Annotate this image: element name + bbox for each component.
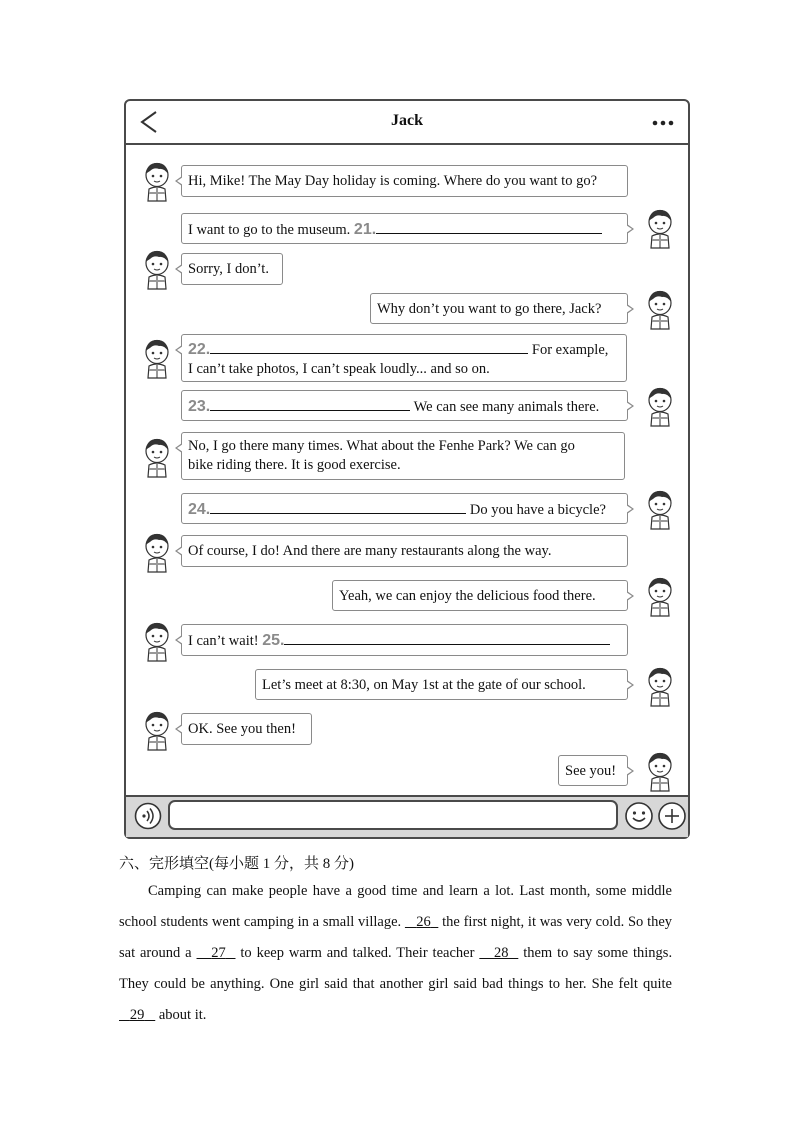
avatar-jack — [140, 436, 174, 478]
blank-number: 26 — [416, 914, 431, 930]
message-text: Do you have a bicycle? — [469, 502, 606, 518]
message-text: I can’t take photos, I can’t speak loudly... and so on. — [188, 361, 490, 377]
cloze-passage — [119, 876, 672, 1031]
passage-text: the first night, it was very cold. So they sat around a — [119, 914, 673, 961]
blank-28[interactable] — [479, 945, 518, 961]
answer-blank[interactable] — [210, 396, 410, 411]
message-text: See you! — [565, 763, 617, 779]
message-text: bike riding there. It is good exercise. — [188, 457, 401, 473]
message-bubble — [255, 669, 628, 700]
message-text: I can’t wait! — [188, 633, 259, 649]
message-text: For example, — [531, 342, 609, 358]
question-number: 21. — [353, 221, 377, 238]
answer-blank[interactable] — [210, 499, 466, 514]
avatar-mike — [643, 665, 677, 707]
question-number: 23. — [188, 398, 211, 415]
passage-text: to keep warm and talked. Their teacher — [240, 945, 475, 961]
message-bubble — [181, 432, 625, 480]
avatar-jack — [140, 709, 174, 751]
message-bubble — [181, 535, 628, 567]
message-text: We can see many animals there. — [413, 399, 600, 415]
question-number: 22. — [188, 341, 211, 358]
avatar-mike — [643, 385, 677, 427]
blank-number: 28 — [494, 945, 509, 961]
blank-26[interactable] — [405, 914, 438, 930]
blank-number: 29 — [129, 1007, 145, 1023]
answer-blank[interactable] — [376, 219, 602, 234]
blank-29[interactable] — [119, 1007, 155, 1023]
question-number: 24. — [188, 501, 211, 518]
message-bubble — [181, 253, 283, 285]
chat-title: Jack — [391, 112, 423, 129]
more-options-icon[interactable] — [652, 120, 674, 126]
section-heading: 六、完形填空(每小题 1 分，共 8 分) — [119, 856, 354, 872]
avatar-jack — [140, 160, 174, 202]
question-number: 25. — [262, 632, 285, 649]
message-bubble — [332, 580, 628, 611]
message-bubble — [181, 493, 628, 524]
message-bubble — [181, 390, 628, 421]
message-text: No, I go there many times. What about the Fenhe Park? We can go — [188, 438, 575, 454]
message-text: Sorry, I don’t. — [188, 261, 269, 277]
message-bubble — [558, 755, 628, 786]
message-bubble — [181, 213, 628, 244]
passage-text: them to say some things. They could be anything. One girl said that another girl said bad things to her. She felt quite — [119, 945, 673, 992]
avatar-jack — [140, 248, 174, 290]
message-bubble — [181, 713, 312, 745]
message-text: Of course, I do! And there are many restaurants along the way. — [188, 543, 552, 559]
blank-number: 27 — [211, 945, 226, 961]
message-text: Yeah, we can enjoy the delicious food there. — [339, 588, 596, 604]
message-bubble — [181, 334, 627, 382]
message-text: OK. See you then! — [188, 721, 296, 737]
avatar-mike — [643, 207, 677, 249]
add-icon[interactable] — [657, 801, 687, 831]
avatar-mike — [643, 750, 677, 792]
avatar-mike — [643, 575, 677, 617]
message-text: Why don’t you want to go there, Jack? — [377, 301, 602, 317]
message-bubble — [181, 624, 628, 656]
message-bubble — [370, 293, 628, 324]
message-bubble — [181, 165, 628, 197]
passage-text: about it. — [158, 1007, 207, 1023]
blank-27[interactable] — [197, 945, 236, 961]
answer-blank[interactable] — [210, 339, 528, 354]
passage-text: Camping can make people have a good time and learn a lot. Last month, some middle school students went camping in a small village. — [119, 883, 672, 930]
avatar-jack — [140, 531, 174, 573]
message-text: Let’s meet at 8:30, on May 1st at the gate of our school. — [262, 677, 586, 693]
avatar-mike — [643, 488, 677, 530]
message-input[interactable] — [168, 800, 618, 830]
chat-header — [126, 101, 688, 145]
message-text: I want to go to the museum. — [188, 222, 351, 238]
emoji-icon[interactable] — [624, 801, 654, 831]
message-text: Hi, Mike! The May Day holiday is coming. Where do you want to go? — [188, 173, 598, 189]
avatar-mike — [643, 288, 677, 330]
avatar-jack — [140, 620, 174, 662]
chat-input-bar — [126, 795, 688, 837]
avatar-jack — [140, 337, 174, 379]
voice-icon[interactable] — [134, 802, 162, 830]
answer-blank[interactable] — [284, 630, 610, 645]
